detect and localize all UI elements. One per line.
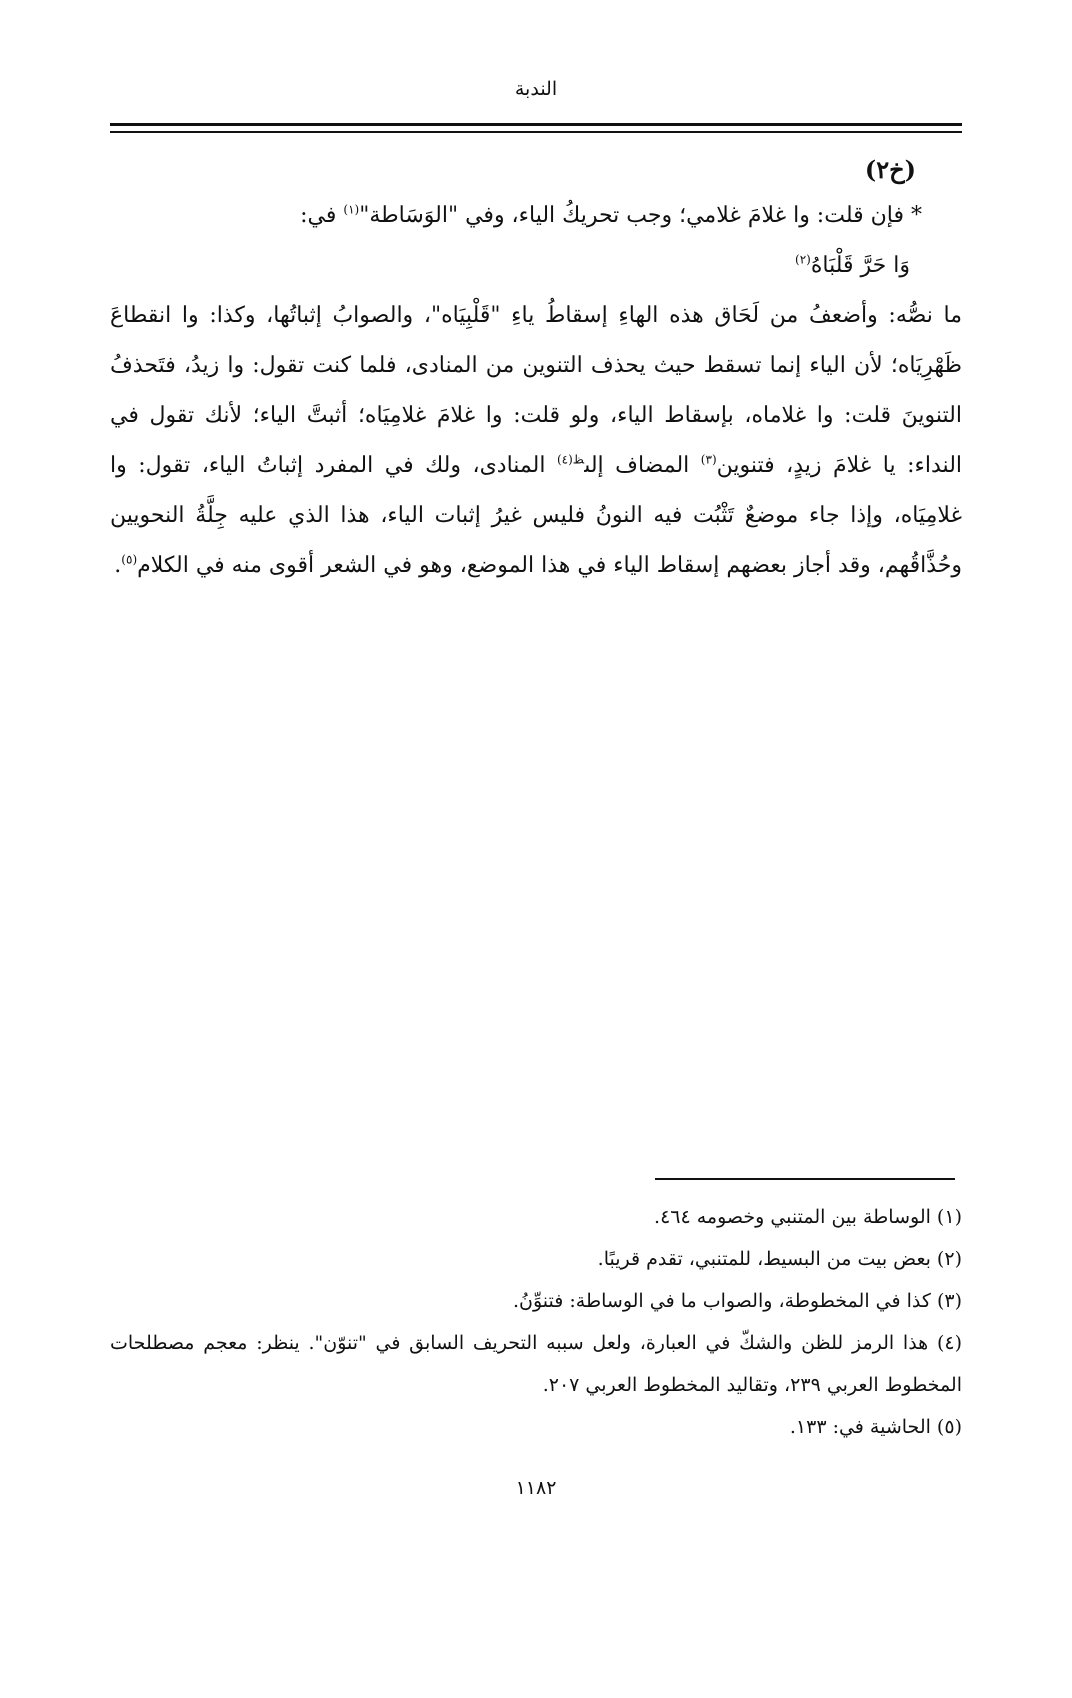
running-header: الندبة (514, 78, 558, 100)
page-number: ١١٨٢ (515, 1477, 557, 1499)
section-marker: (خ٢) (864, 155, 916, 184)
footnote-4: (٤) هذا الرمز للظن والشكّ في العبارة، ولعل سببه التحريف السابق في "تنوّن". ينظر: معجم مصطلحات المخطوط العربي ٢٣٩، وتقاليد المخطوط العربي ٢٠٧. (110, 1332, 962, 1396)
text-run: المنادى، ولك في المفرد إثباتُ الياء، تقول: وا غلامِيَاه، وإذا جاء موضعٌ تَثْبُت فيه النونُ فليس غيرُ إثبات الياء، هذا الذي عليه جِلَّةُ النحويين وحُذَّاقُهم، وقد أجاز بعضهم إسقاط الياء في هذا الموضع، وهو في الشعر أقوى منه في الكلام (110, 453, 962, 578)
footnote-ref-3[interactable]: (٣) (700, 452, 717, 467)
verse-line (110, 241, 962, 291)
footnote-ref-5[interactable]: (٥) (121, 552, 138, 567)
footnote-ref-2[interactable]: (٢) (795, 252, 811, 267)
footnotes (110, 1196, 962, 1448)
footnote-ref-1[interactable]: (١) (343, 202, 360, 217)
main-text (110, 145, 962, 591)
footnote-ref-4[interactable]: ظ(٤) (556, 452, 585, 467)
paragraph-main (110, 291, 962, 591)
footnote-separator (655, 1178, 955, 1180)
footnote-5: (٥) الحاشية في: ١٣٣. (789, 1416, 962, 1438)
text-run: في: (300, 203, 344, 228)
header-rule-thin (110, 131, 962, 133)
footnote-3: (٣) كذا في المخطوطة، والصواب ما في الوساطة: فتنوِّنُ. (513, 1290, 962, 1312)
text-run: المضاف إلى (584, 453, 701, 478)
footnote-1: (١) الوساطة بين المتنبي وخصومه ٤٦٤. (654, 1206, 962, 1228)
footnote-2: (٢) بعض بيت من البسيط، للمتنبي، تقدم قريبًا. (597, 1248, 962, 1270)
text-run: * فإن قلت: وا غلامَ غلامي؛ وجب تحريكُ الياء، وفي "الوَسَاطة" (359, 203, 922, 228)
verse-text: وَا حَرَّ قَلْبَاهُ (810, 253, 910, 278)
header-rule-thick (110, 123, 962, 126)
text-run: . (114, 553, 122, 578)
text-run: ما نصُّه: وأضعفُ من لَحَاق هذه الهاءِ إسقاطُ ياءِ "قَلْبِيَاه"، والصوابُ إثباتُها، وكذا: وا انقطاعَ ظَهْرِيَاه؛ لأن الياء إنما تسقط حيث يحذف التنوين من المنادى، فلما كنت تقول: وا زيدُ، فتَحذفُ التنوينَ قلت: وا غلاماه، بإسقاط الياء، ولو قلت: وا غلامَ غلامِيَاه؛ أثبتَّ الياء؛ لأنك تقول في النداء: يا غلامَ زيدٍ، فتنوين (110, 303, 963, 478)
paragraph-question (110, 191, 962, 241)
